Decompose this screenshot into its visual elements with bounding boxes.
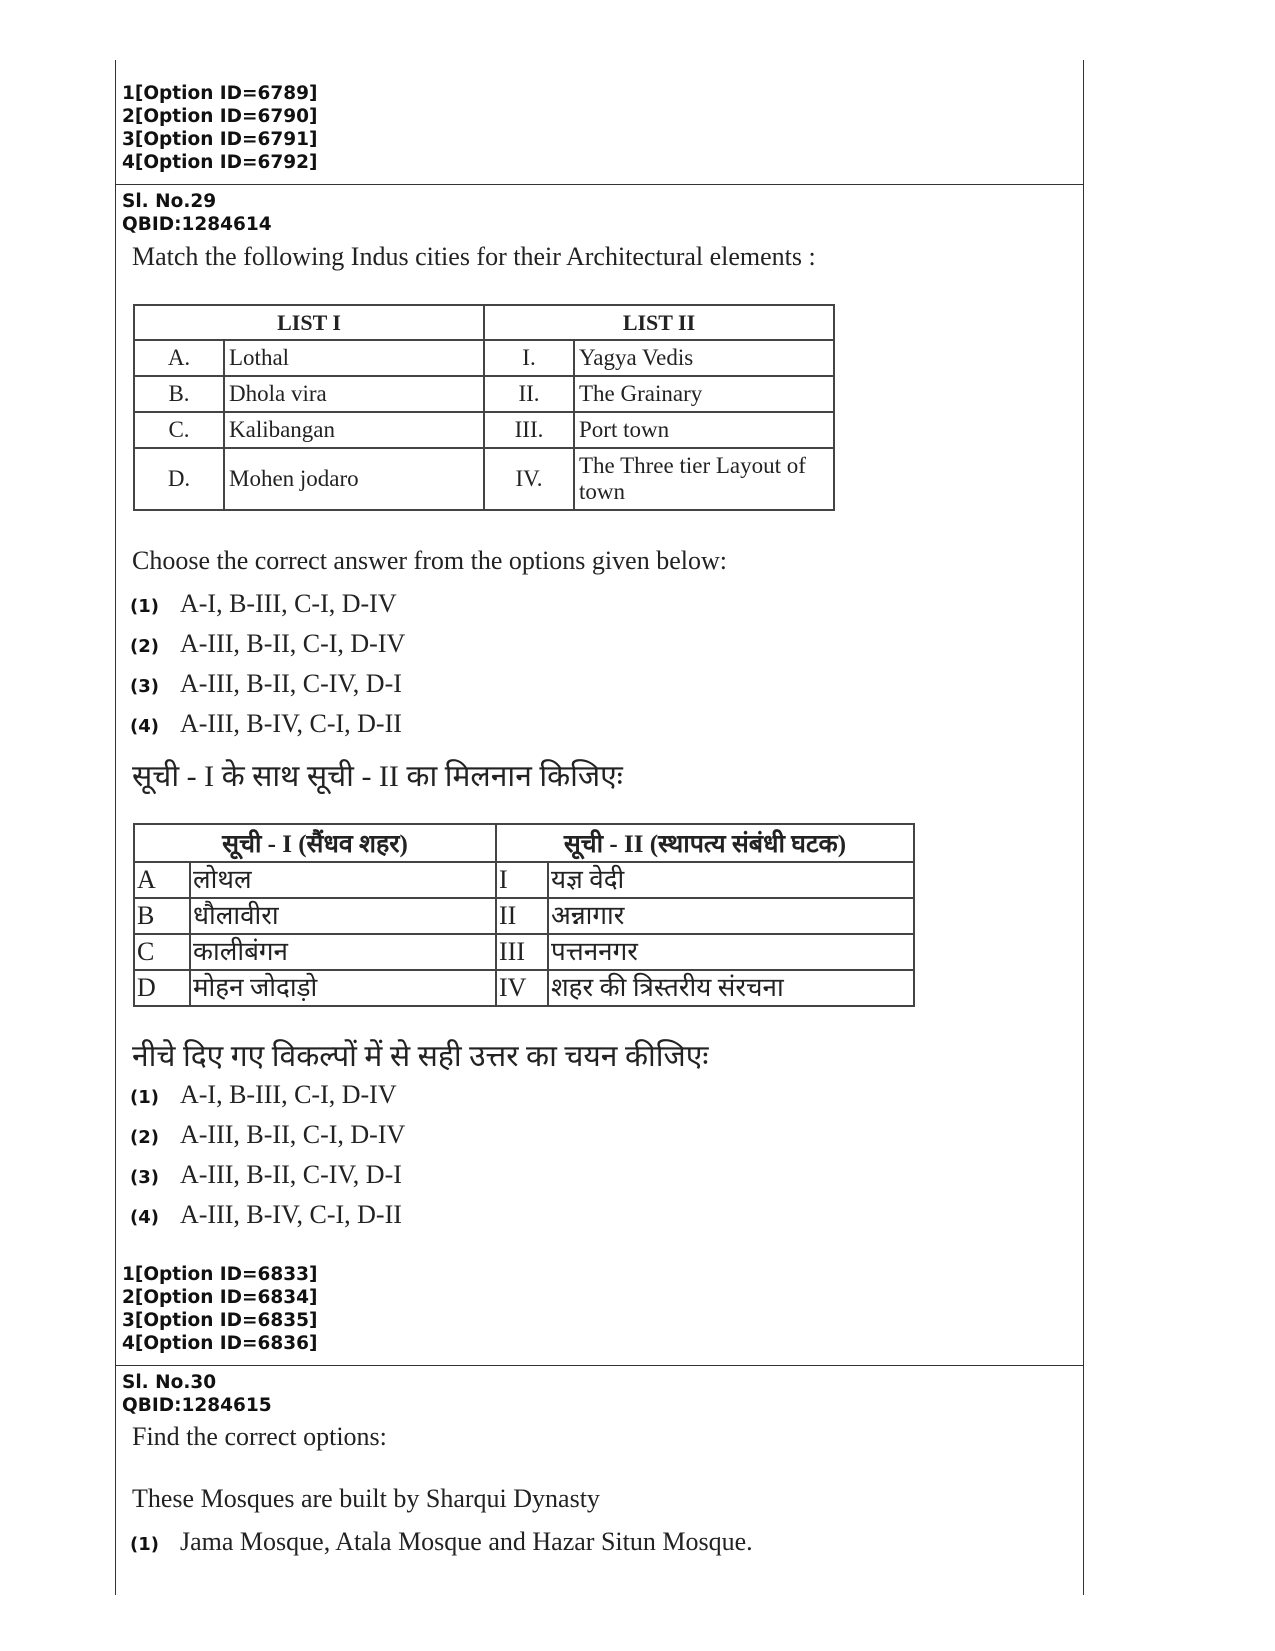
choice-number: (1) [130,596,159,617]
list1-value: कालीबंगन [190,934,496,970]
option-id-4: 4[Option ID=6836] [122,1333,318,1354]
list2-value: शहर की त्रिस्तरीय संरचना [548,970,914,1006]
list1-value: Mohen jodaro [224,448,484,510]
table-row [134,340,834,376]
list2-key: IV. [484,448,574,510]
list1-value: Dhola vira [224,376,484,412]
choice-number: (1) [130,1534,159,1555]
choice-number: (3) [130,676,159,697]
list2-value: यज्ञ वेदी [548,862,914,898]
list2-value: पत्तननगर [548,934,914,970]
list1-key: A. [134,340,224,376]
divider [115,184,1084,185]
q30-statement: These Mosques are built by Sharqui Dynasty [132,1484,600,1513]
list1-key: B. [134,376,224,412]
option-id-1: 1[Option ID=6789] [122,83,318,104]
qbid: QBID:1284614 [122,214,272,235]
choice-en-2[interactable] [130,629,405,659]
choice-text: A-III, B-II, C-I, D-IV [180,1120,406,1149]
choice-number: (2) [130,636,159,657]
choice-text: A-I, B-III, C-I, D-IV [180,589,397,618]
option-id-3: 3[Option ID=6835] [122,1310,318,1331]
choice-text: A-III, B-IV, C-I, D-II [180,709,402,738]
table-row [134,862,914,898]
list1-value: धौलावीरा [190,898,496,934]
choice-en-1[interactable] [130,589,397,619]
q29-choose-hi: नीचे दिए गए विकल्पों में से सही उत्तर का चयन कीजिएः [132,1040,709,1073]
list2-value: The Grainary [574,376,834,412]
prev-option-ids [122,82,318,174]
match-table-en [133,304,835,511]
option-id-3: 3[Option ID=6791] [122,129,318,150]
divider [115,1365,1084,1366]
list2-header: सूची - II (स्थापत्य संबंधी घटक) [496,824,914,862]
list2-key: IV [496,970,548,1006]
q29-choose-en: Choose the correct answer from the options given below: [132,546,727,575]
list1-key: B [134,898,190,934]
list2-value: Port town [574,412,834,448]
option-id-4: 4[Option ID=6792] [122,152,318,173]
table-row [134,376,834,412]
list1-value: Lothal [224,340,484,376]
choice-text: A-III, B-II, C-IV, D-I [180,1160,402,1189]
list2-key: I. [484,340,574,376]
choice-number: (3) [130,1167,159,1188]
list1-key: D. [134,448,224,510]
list2-key: I [496,862,548,898]
choice-en-3[interactable] [130,669,402,699]
table-row [134,970,914,1006]
list1-value: Kalibangan [224,412,484,448]
serial-number: Sl. No.29 [122,191,217,212]
choice-hi-3[interactable] [130,1160,402,1190]
choice-text: Jama Mosque, Atala Mosque and Hazar Situn Mosque. [180,1527,753,1556]
list2-key: III [496,934,548,970]
choice-number: (4) [130,1207,159,1228]
q29-header [122,190,272,236]
q30-header [122,1371,272,1417]
option-id-1: 1[Option ID=6833] [122,1264,318,1285]
choice-text: A-III, B-II, C-IV, D-I [180,669,402,698]
choice-text: A-III, B-IV, C-I, D-II [180,1200,402,1229]
choice-hi-4[interactable] [130,1200,402,1230]
choice-number: (4) [130,716,159,737]
choice-en-4[interactable] [130,709,402,739]
choice-number: (1) [130,1087,159,1108]
q29-question-hi: सूची - I के साथ सूची - II का मिलनान किजिएः [132,760,623,793]
table-row [134,448,834,510]
table-row [134,934,914,970]
list2-key: II. [484,376,574,412]
table-row [134,412,834,448]
list2-header: LIST II [484,305,834,340]
choice-hi-2[interactable] [130,1120,405,1150]
list1-value: मोहन जोदाड़ो [190,970,496,1006]
list1-value: लोथल [190,862,496,898]
choice-hi-1[interactable] [130,1080,397,1110]
q29-option-ids [122,1263,318,1355]
q30-choice-1[interactable] [130,1527,753,1557]
q30-question: Find the correct options: [132,1422,387,1451]
qbid: QBID:1284615 [122,1395,272,1416]
match-table-hi [133,823,915,1007]
list2-key: II [496,898,548,934]
q29-question-en: Match the following Indus cities for their Architectural elements : [132,242,816,271]
option-id-2: 2[Option ID=6790] [122,106,318,127]
list2-value: Yagya Vedis [574,340,834,376]
list2-value: अन्नागार [548,898,914,934]
list1-key: A [134,862,190,898]
choice-number: (2) [130,1127,159,1148]
list2-key: III. [484,412,574,448]
table-row [134,898,914,934]
list1-header: LIST I [134,305,484,340]
list1-key: D [134,970,190,1006]
choice-text: A-I, B-III, C-I, D-IV [180,1080,397,1109]
list1-key: C. [134,412,224,448]
list2-value: The Three tier Layout of town [574,448,834,510]
option-id-2: 2[Option ID=6834] [122,1287,318,1308]
choice-text: A-III, B-II, C-I, D-IV [180,629,406,658]
serial-number: Sl. No.30 [122,1372,217,1393]
list1-key: C [134,934,190,970]
list1-header: सूची - I (सैंधव शहर) [134,824,496,862]
